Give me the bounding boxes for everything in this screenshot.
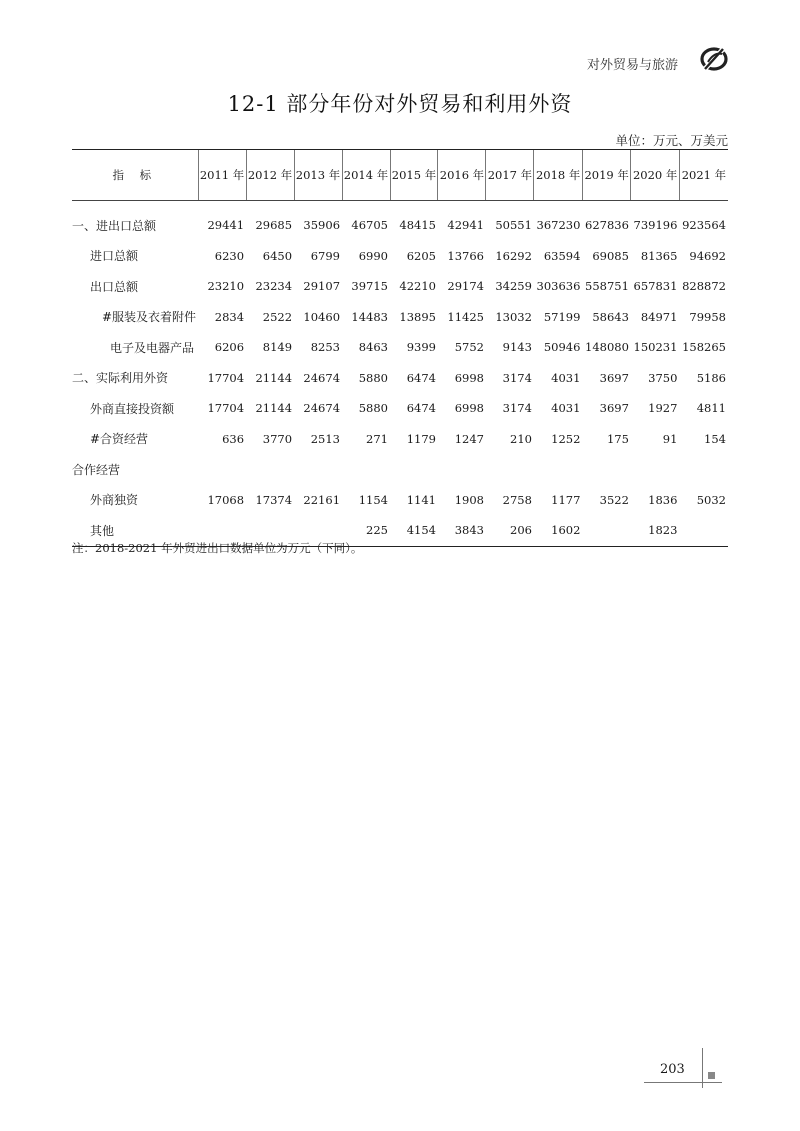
table-cell: 3174 [502,401,532,416]
table-cell: 6450 [262,248,293,263]
table-cell: 3770 [262,431,293,446]
table-cell: 9399 [406,340,436,355]
table-row [72,363,728,394]
column-header-year: 2011 年 [198,150,246,201]
table-cell: 34259 [495,279,532,294]
table-cell: 8149 [262,340,293,355]
table-cell: 48415 [399,218,436,233]
row-label: 合作经营 [72,462,121,477]
table-cell: 94692 [689,248,726,263]
table-cell: 3522 [599,492,629,507]
table-cell: 35906 [303,218,341,233]
trade-table [72,149,728,547]
table-cell: 3750 [648,370,678,385]
table-body [72,201,728,547]
table-cell: 4031 [551,370,581,385]
table-cell: 1927 [648,401,678,416]
table-cell: 923564 [682,218,726,233]
table-cell: 6205 [406,248,436,263]
table-cell: 3697 [599,370,629,385]
table-cell: 29107 [303,279,341,294]
table-cell: 1908 [454,492,484,507]
table-cell: 23210 [207,279,245,294]
table-row [72,332,728,363]
row-label: #服装及衣着附件 [102,310,197,325]
table-cell: 14483 [351,309,388,324]
table-cell: 6230 [214,248,245,263]
page-title: 12-1 部分年份对外贸易和利用外资 [227,92,573,116]
table-cell: 3174 [502,370,532,385]
table-note: 注：2018-2021 年外贸进出口数据单位为万元（下同）。 [72,541,363,555]
column-header-year: 2015 年 [390,150,438,201]
table-cell: 828872 [682,279,726,294]
table-header-row [72,150,728,201]
section-header: 对外贸易与旅游 [586,58,678,73]
table-cell: 6474 [406,370,436,385]
table-cell: 3697 [599,401,629,416]
table-cell: 81365 [640,248,678,263]
table-cell: 9143 [502,340,532,355]
table-row [72,485,728,516]
table-cell: 10460 [303,309,341,324]
table-cell: 627836 [585,218,629,233]
row-label: 电子及电器产品 [110,340,195,355]
table-cell: 16292 [495,248,532,263]
column-header-year: 2021 年 [679,150,728,201]
table-cell [679,454,728,485]
table-cell: 158265 [682,340,726,355]
table-cell: 367230 [536,218,581,233]
table-cell: 271 [366,431,388,446]
table-row [72,424,728,455]
table-cell: 558751 [585,279,629,294]
row-label: 出口总额 [90,279,139,294]
row-label: 进口总额 [90,249,139,264]
table-cell: 4154 [390,515,438,546]
row-label: 一、进出口总额 [72,218,157,233]
column-header-year: 2013 年 [294,150,342,201]
table-cell [679,515,728,546]
table-cell: 2758 [502,492,532,507]
table-cell: 46705 [351,218,388,233]
table-cell: 29441 [207,218,245,233]
column-header-year: 2016 年 [438,150,486,201]
table-cell: 225 [342,515,390,546]
row-label: 外商独资 [90,493,139,508]
table-cell: 6206 [214,340,245,355]
table-cell: 50551 [495,218,532,233]
table-cell: 1154 [358,492,388,507]
table-cell: 1252 [551,431,581,446]
table-cell: 11425 [447,309,484,324]
table-cell: 1179 [406,431,436,446]
table-cell: 17068 [207,492,245,507]
row-label: #合资经营 [90,432,149,447]
table-cell: 2834 [214,309,245,324]
table-cell: 79958 [689,309,726,324]
table-cell [390,454,438,485]
table-cell: 5032 [696,492,726,507]
table-row [72,302,728,333]
table-cell: 17374 [255,492,293,507]
table-cell: 57199 [543,309,581,324]
table-cell: 17704 [207,370,245,385]
column-header-year: 2020 年 [631,150,679,201]
table-cell: 21144 [255,401,293,416]
table-cell: 58643 [592,309,629,324]
row-label: 外商直接投资额 [90,401,175,416]
table-cell [438,454,486,485]
table-cell: 39715 [351,279,388,294]
table-cell: 2522 [262,309,293,324]
table-cell: 69085 [592,248,629,263]
table-cell [534,454,582,485]
table-row [72,241,728,272]
column-header-indicator: 指 标 [72,150,198,201]
table-cell: 148080 [585,340,629,355]
table-cell: 5752 [454,340,484,355]
table-cell: 84971 [640,309,678,324]
table-cell: 206 [486,515,534,546]
table-cell: 13766 [447,248,484,263]
table-cell: 6474 [406,401,436,416]
table-cell: 1141 [406,492,436,507]
table-cell: 150231 [633,340,678,355]
table-cell: 657831 [633,279,678,294]
table-cell: 1823 [631,515,679,546]
column-header-year: 2019 年 [582,150,630,201]
table-cell: 739196 [633,218,678,233]
table-cell: 1177 [551,492,581,507]
table-cell: 1602 [534,515,582,546]
page-number: 203 [660,1062,685,1077]
table-cell: 24674 [303,401,341,416]
table-cell: 50946 [543,340,581,355]
table-cell [294,454,342,485]
table-cell [342,454,390,485]
table-cell: 4031 [551,401,581,416]
column-header-year: 2017 年 [486,150,534,201]
table-cell: 63594 [543,248,581,263]
table-cell: 29174 [447,279,484,294]
table-cell: 175 [606,431,629,446]
page-marker-square [708,1072,715,1079]
table-cell: 1247 [454,431,484,446]
table-cell: 13032 [495,309,532,324]
table-cell: 29685 [255,218,293,233]
table-cell: 210 [510,431,532,446]
column-header-year: 2012 年 [246,150,294,201]
statistics-logo-icon [698,40,730,76]
unit-label: 单位：万元、万美元 [615,133,728,148]
table-cell [631,454,679,485]
table-cell: 3843 [438,515,486,546]
table-row [72,271,728,302]
table-cell: 42941 [447,218,484,233]
table-cell: 6998 [454,401,484,416]
row-label: 其他 [72,515,198,546]
table-cell: 8253 [310,340,341,355]
table-cell: 636 [222,431,245,446]
column-header-year: 2014 年 [342,150,390,201]
table-cell: 303636 [536,279,581,294]
table-cell: 8463 [358,340,388,355]
table-cell: 5880 [358,401,388,416]
table-row [72,393,728,424]
table-cell: 6990 [358,248,388,263]
table-cell: 6998 [454,370,484,385]
table-cell: 21144 [255,370,293,385]
table-cell: 1836 [648,492,678,507]
table-cell [582,454,630,485]
table-cell: 91 [662,431,678,446]
table-cell: 13895 [399,309,436,324]
row-label: 二、实际利用外资 [72,371,169,386]
table-cell: 17704 [207,401,245,416]
table-cell: 23234 [255,279,293,294]
table-cell [246,454,294,485]
table-cell: 6799 [310,248,341,263]
table-cell [582,515,630,546]
page-divider-horizontal [644,1082,722,1083]
table-cell: 154 [704,431,726,446]
table-cell: 42210 [399,279,436,294]
table-row [72,454,728,485]
table-cell: 22161 [303,492,341,507]
column-header-year: 2018 年 [534,150,582,201]
table-cell: 5880 [358,370,388,385]
table-cell: 2513 [310,431,341,446]
table-cell: 5186 [696,370,726,385]
table-cell [198,454,246,485]
table-cell: 4811 [696,401,726,416]
table-cell: 24674 [303,370,341,385]
table-cell [486,454,534,485]
table-row [72,201,728,241]
